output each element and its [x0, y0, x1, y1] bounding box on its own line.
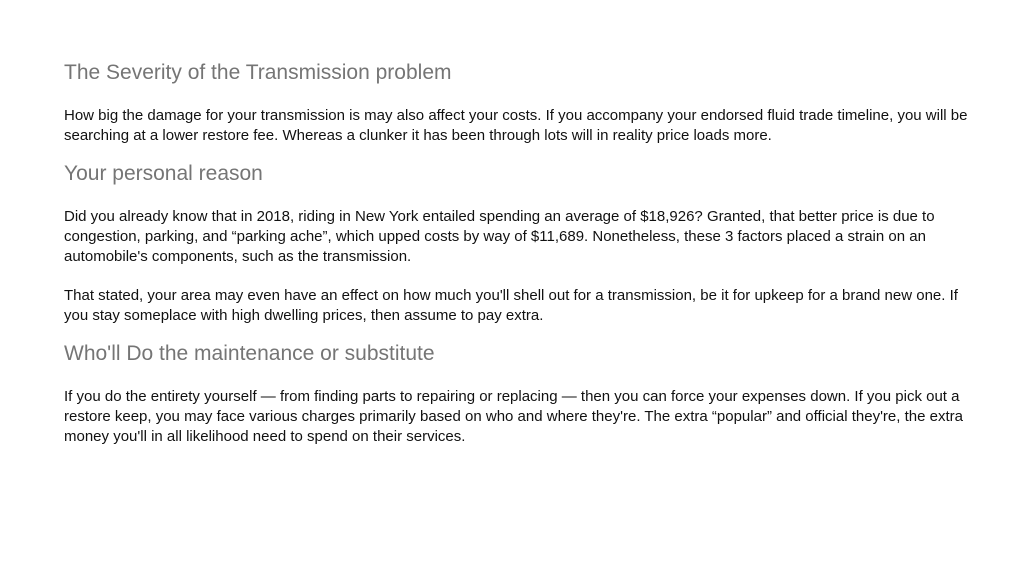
- paragraph: How big the damage for your transmission is may also affect your costs. If you accompany your endorsed fluid trade timeline, you will be searching at a lower restore fee. Whereas a clunker it has been through lots will in reality price loads more.: [64, 107, 968, 144]
- paragraph: Did you already know that in 2018, riding in New York entailed spending an average of $18,926? Granted, that better price is due to congestion, parking, and “parking ache”, which upped costs by way of $11,689. Nonetheless, these 3 factors placed a strain on an automobile's components, such as the transmission.: [64, 208, 935, 265]
- section-heading: The Severity of the Transmission problem: [64, 61, 452, 84]
- paragraph: That stated, your area may even have an effect on how much you'll shell out for a transmission, be it for upkeep for a brand new one. If you stay someplace with high dwelling prices, then assume to pay extra.: [64, 287, 958, 324]
- article-content: [64, 61, 984, 447]
- section-heading: Your personal reason: [64, 162, 263, 185]
- section-heading: Who'll Do the maintenance or substitute: [64, 342, 435, 365]
- paragraph: If you do the entirety yourself — from finding parts to repairing or replacing — then you can force your expenses down. If you pick out a restore keep, you may face various charges primarily based on who and where they're. The extra “popular” and official they're, the extra money you'll in all likelihood need to spend on their services.: [64, 388, 963, 445]
